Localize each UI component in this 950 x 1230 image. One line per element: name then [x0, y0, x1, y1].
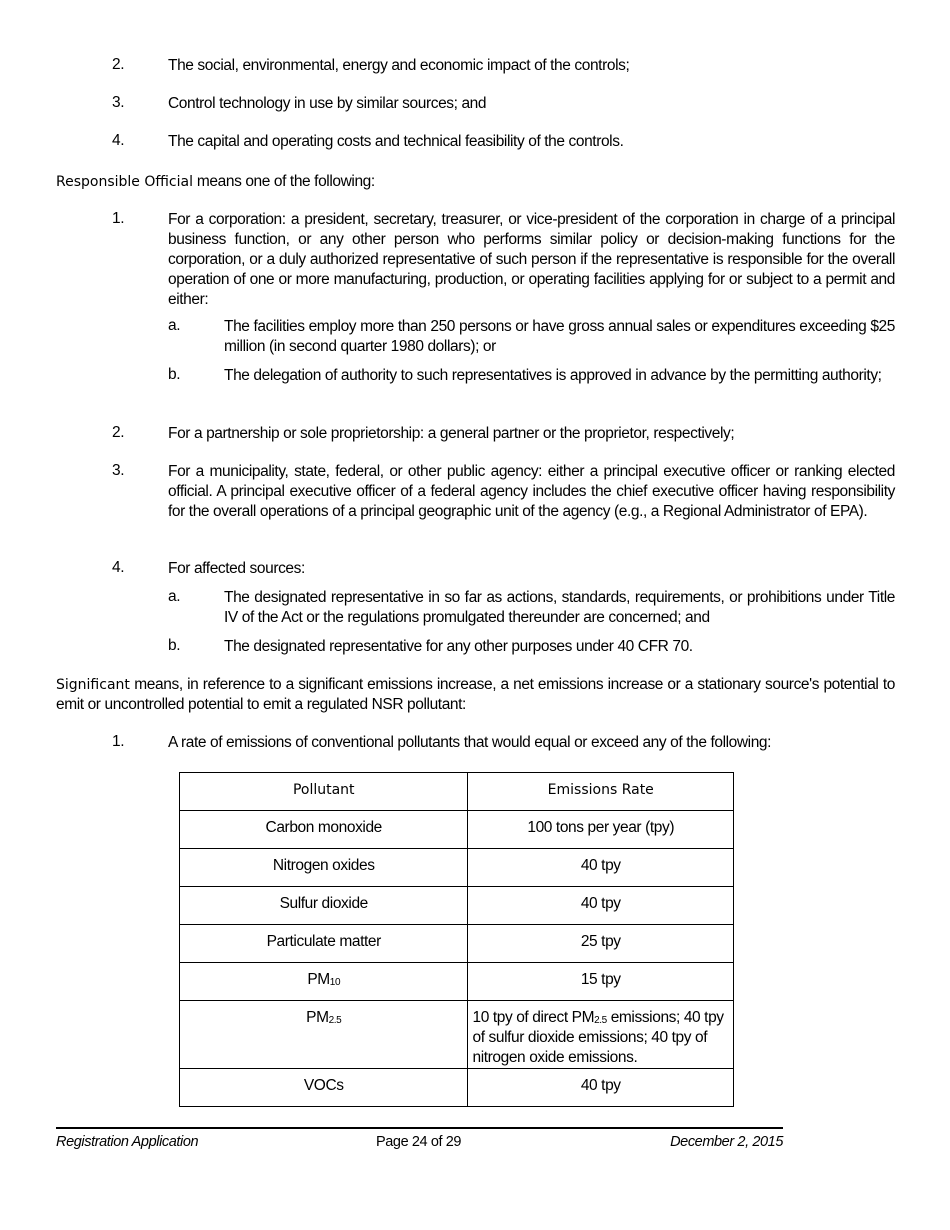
column-header-emissions-rate: Emissions Rate: [468, 773, 734, 811]
list-text: The capital and operating costs and technical feasibility of the controls.: [168, 133, 624, 150]
footer-divider: [56, 1127, 783, 1129]
pollutant-subscript: 10: [329, 977, 341, 988]
footer-document-title: Registration Application: [56, 1134, 199, 1150]
pollutant-cell: VOCs: [180, 1069, 468, 1107]
rate-cell: 40 tpy: [468, 849, 734, 887]
defined-term: Significant: [56, 677, 130, 693]
table-header-row: [180, 773, 734, 811]
list-number: 2.: [112, 56, 125, 73]
rate-cell: 40 tpy: [468, 887, 734, 925]
sub-list-item: [168, 588, 895, 628]
definition-responsible-official: [56, 172, 895, 192]
list-letter: a.: [168, 588, 181, 605]
list-item: [112, 94, 895, 114]
defined-term: Responsible Official: [56, 174, 193, 190]
rate-cell: 25 tpy: [468, 925, 734, 963]
list-number: 1.: [112, 210, 125, 227]
list-letter: b.: [168, 637, 181, 654]
rate-cell: 100 tons per year (tpy): [468, 811, 734, 849]
list-number: 4.: [112, 559, 125, 576]
list-item: [112, 462, 895, 522]
list-item: [112, 733, 895, 753]
definition-intro: means, in reference to a significant emissions increase, a net emissions increase or a stationary source's potential to emit or uncontrolled potential to emit a regulated NSR pollutant:: [56, 676, 895, 713]
column-header-pollutant: Pollutant: [180, 773, 468, 811]
rate-text: 10 tpy of direct PM: [472, 1009, 595, 1026]
list-text: For affected sources:: [168, 560, 305, 577]
list-text: The facilities employ more than 250 persons or have gross annual sales or expenditures exceeding $25 million (in second quarter 1980 dollars); or: [224, 318, 895, 355]
list-item: [112, 56, 895, 76]
list-letter: b.: [168, 366, 181, 383]
list-number: 4.: [112, 132, 125, 149]
list-letter: a.: [168, 317, 181, 334]
footer-page-number: Page 24 of 29: [376, 1134, 462, 1150]
table-row: [180, 811, 734, 849]
definition-intro: means one of the following:: [196, 173, 375, 190]
sub-list-item: [168, 637, 895, 657]
list-text: The social, environmental, energy and economic impact of the controls;: [168, 57, 630, 74]
rate-cell: [468, 1001, 734, 1069]
list-number: 3.: [112, 462, 125, 479]
rate-cell: 40 tpy: [468, 1069, 734, 1107]
list-item: [112, 559, 895, 579]
list-text: A rate of emissions of conventional pollutants that would equal or exceed any of the following:: [168, 734, 772, 751]
pollutant-base: PM: [306, 1009, 329, 1026]
list-text: For a municipality, state, federal, or other public agency: either a principal executive officer or ranking elected official. A principal executive officer of a federal agency includes the chief executive officer having responsibility for the overall operations of a principal geographic unit of the agency (e.g., a Regional Administrator of EPA).: [168, 463, 895, 520]
footer-date: December 2, 2015: [670, 1134, 783, 1150]
table-row: [180, 887, 734, 925]
pollutant-cell: Carbon monoxide: [180, 811, 468, 849]
pollutant-cell: [180, 1001, 468, 1069]
pollutant-cell: Particulate matter: [180, 925, 468, 963]
rate-subscript: 2.5: [594, 1015, 607, 1026]
table-row: [180, 1069, 734, 1107]
list-item: [112, 132, 895, 152]
list-number: 2.: [112, 424, 125, 441]
pollutant-cell: Nitrogen oxides: [180, 849, 468, 887]
list-text: Control technology in use by similar sources; and: [168, 95, 487, 112]
list-number: 3.: [112, 94, 125, 111]
pollutant-base: PM: [307, 971, 330, 988]
list-item: [112, 210, 895, 310]
list-text: The designated representative in so far as actions, standards, requirements, or prohibitions under Title IV of the Act or the regulations promulgated thereunder are concerned; and: [224, 589, 895, 626]
sub-list-item: [168, 317, 895, 357]
table-row: [180, 1001, 734, 1069]
table-row: [180, 849, 734, 887]
rate-cell: 15 tpy: [468, 963, 734, 1001]
pollutant-cell: Sulfur dioxide: [180, 887, 468, 925]
table-row: [180, 963, 734, 1001]
table-row: [180, 925, 734, 963]
pollutant-subscript: 2.5: [328, 1015, 342, 1026]
list-number: 1.: [112, 733, 125, 750]
list-text: The designated representative for any other purposes under 40 CFR 70.: [224, 638, 693, 655]
sub-list-item: [168, 366, 895, 386]
list-text: The delegation of authority to such representatives is approved in advance by the permitting authority;: [224, 367, 882, 384]
definition-significant: [56, 675, 895, 715]
pollutant-cell: [180, 963, 468, 1001]
list-item: [112, 424, 895, 444]
rate-text: emissions; 40 tpy of sulfur dioxide emissions; 40 tpy of nitrogen oxide emissions.: [472, 1009, 724, 1066]
list-text: For a partnership or sole proprietorship: a general partner or the proprietor, respectively;: [168, 425, 735, 442]
emissions-rate-table: [179, 772, 734, 1107]
list-text: For a corporation: a president, secretary, treasurer, or vice-president of the corporation in charge of a principal business function, or any other person who performs similar policy or decision-making functions for the corporation, or a duly authorized representative of such person if the representative is responsible for the overall operation of one or more manufacturing, production, or operating facilities applying for or subject to a permit and either:: [168, 211, 895, 308]
